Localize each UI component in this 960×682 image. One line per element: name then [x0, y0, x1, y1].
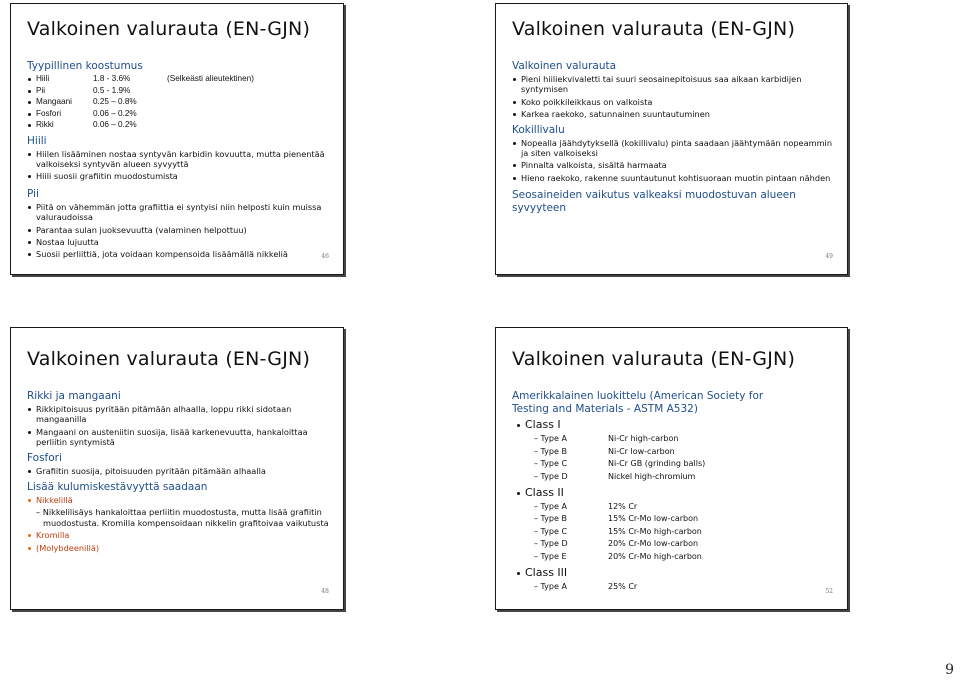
section-heading: Fosfori — [27, 451, 62, 464]
section-heading-pii: Pii — [27, 187, 39, 200]
type-desc: 12% Cr — [608, 501, 638, 511]
list-item: Parantaa sulan juoksevuutta (valaminen helpottuu) — [27, 225, 331, 235]
list-item: Grafiitin suosija, pitoisuuden pyritään pitämään alhaalla — [27, 466, 331, 476]
composition-row — [27, 74, 331, 86]
nikkeli-label: Nikkelillä — [36, 495, 73, 506]
type-desc: 25% Cr — [608, 581, 638, 591]
list-item: Hieno raekoko, rakenne suuntautunut kohtisuoraan muotin pintaan nähden — [512, 173, 835, 183]
type-label: – Type A — [534, 581, 567, 591]
list-item: Piitä on vähemmän jotta grafiittia ei syntyisi niin helposti kuin muissa valuraudoissa — [27, 202, 331, 223]
bullet-list — [27, 404, 331, 448]
type-label: – Type C — [534, 526, 568, 536]
list-item: Nopealla jäähdytyksellä (kokillivalu) pinta saadaan jäähtymään nopeammin ja siten valkoiseksi — [512, 138, 835, 159]
list-item: Rikkipitoisuus pyritään pitämään alhaalla, loppu rikki sidotaan mangaanilla — [27, 404, 331, 425]
slide-number: 49 — [825, 253, 833, 260]
list-item: Karkea raekoko, satunnainen suuntautuminen — [512, 109, 835, 119]
type-list — [534, 502, 835, 562]
section-heading-hiili: Hiili — [27, 134, 47, 147]
bullet-list — [27, 495, 331, 553]
composition-row — [27, 109, 331, 121]
list-item: Pinnalta valkoista, sisältä harmaata — [512, 160, 835, 170]
element-name: Hiili — [36, 74, 50, 83]
element-value: 0.5 - 1.9% — [93, 85, 131, 95]
class-heading: Class II — [516, 486, 835, 500]
kromi-label: Kromilla — [36, 530, 70, 541]
slide-title: Valkoinen valurauta (EN-GJN) — [27, 18, 311, 40]
section-heading: Rikki ja mangaani — [27, 390, 121, 402]
type-label: – Type D — [534, 539, 568, 548]
section-heading: Kokillivalu — [512, 123, 565, 136]
list-item: Koko poikkileikkaus on valkoista — [512, 97, 835, 107]
sub-item: – Nikkelilisäys hankaloittaa perliitin muodostusta, mutta lisää grafiitin muodostusta. Kromilla kompensoidaan nikkelin grafitoivaa vaikutusta — [36, 507, 329, 528]
bullet-list — [512, 74, 835, 120]
slide-49 — [495, 3, 848, 275]
molyb-label: (Molybdeenillä) — [36, 542, 100, 553]
list-item: Hiili suosii grafiitin muodostumista — [27, 171, 331, 181]
element-note: (Selkeästi alieutektinen) — [167, 74, 254, 83]
class-heading: Class I — [516, 418, 835, 432]
type-label: – Type A — [534, 501, 567, 511]
type-label: – Type D — [534, 471, 568, 481]
list-item: Nostaa lujuutta — [27, 237, 331, 247]
list-item — [27, 543, 331, 553]
list-item — [27, 530, 331, 540]
slide-title: Valkoinen valurauta (EN-GJN) — [512, 18, 796, 40]
slide-title: Valkoinen valurauta (EN-GJN) — [512, 348, 796, 370]
bullet-list — [512, 138, 835, 184]
type-desc: Nickel high-chromium — [608, 471, 696, 481]
type-desc: 15% Cr-Mo low-carbon — [608, 514, 699, 523]
type-label: – Type C — [534, 459, 568, 468]
list-item: Mangaani on austeniitin suosija, lisää karkenevuutta, hankaloittaa perliitin syntymistä — [27, 427, 331, 448]
list-item: Hiilen lisääminen nostaa syntyvän karbidin kovuutta, mutta pienentää valkoiseksi syntyvän alueen syvyyttä — [27, 149, 331, 170]
section-heading: Amerikkalainen luokittelu (American Society for Testing and Materials - ASTM A532) — [512, 390, 764, 415]
slide-52 — [495, 327, 848, 610]
element-value: 0.06 – 0.2% — [93, 108, 137, 118]
list-item — [27, 495, 331, 505]
type-desc: Ni-Cr low-carbon — [608, 446, 675, 456]
list-item: Suosii perliittiä, jota voidaan kompensoida lisäämällä nikkeliä — [27, 249, 331, 259]
slide-48 — [10, 327, 344, 610]
composition-list — [27, 74, 331, 132]
slide-title: Valkoinen valurauta (EN-GJN) — [27, 348, 311, 370]
composition-row — [27, 86, 331, 98]
composition-row — [27, 97, 331, 109]
slide-number: 52 — [825, 588, 833, 595]
pii-list — [27, 202, 331, 260]
type-desc: 20% Cr-Mo low-carbon — [608, 539, 699, 548]
section-heading: Lisää kulumiskestävyyttä saadaan — [27, 481, 208, 494]
hiili-list — [27, 149, 331, 182]
type-label: – Type B — [534, 446, 567, 456]
type-desc: 15% Cr-Mo high-carbon — [608, 526, 702, 536]
type-label: – Type B — [534, 514, 567, 523]
element-value: 0.06 – 0.2% — [93, 120, 137, 129]
type-label: – Type E — [534, 551, 567, 561]
type-desc: Ni-Cr high-carbon — [608, 434, 679, 443]
slide-number: 48 — [321, 588, 329, 595]
composition-row — [27, 120, 331, 132]
section-heading-composition: Tyypillinen koostumus — [27, 60, 143, 72]
section-heading: Valkoinen valurauta — [512, 60, 617, 72]
type-list — [534, 582, 835, 592]
page-number: 9 — [945, 662, 954, 678]
element-name: Rikki — [36, 120, 54, 129]
element-name: Mangaani — [36, 97, 72, 106]
type-desc: Ni-Cr GB (grinding balls) — [608, 459, 706, 468]
slide-46 — [10, 3, 344, 275]
element-value: 0.25 – 0.8% — [93, 97, 137, 106]
element-name: Fosfori — [36, 108, 62, 118]
type-desc: 20% Cr-Mo high-carbon — [608, 551, 702, 561]
type-list — [534, 434, 835, 482]
section-heading: Seosaineiden vaikutus valkeaksi muodostuvan alueen syvyyteen — [512, 189, 796, 215]
list-item: Pieni hiiliekvivaletti tai suuri seosainepitoisuus saa aikaan karbidijen syntymisen — [512, 74, 835, 95]
element-name: Pii — [36, 85, 46, 95]
element-value: 1.8 - 3.6% — [93, 74, 131, 83]
class-heading: Class III — [516, 566, 835, 580]
slide-number: 46 — [321, 253, 329, 260]
type-label: – Type A — [534, 434, 567, 443]
bullet-list — [27, 466, 331, 476]
